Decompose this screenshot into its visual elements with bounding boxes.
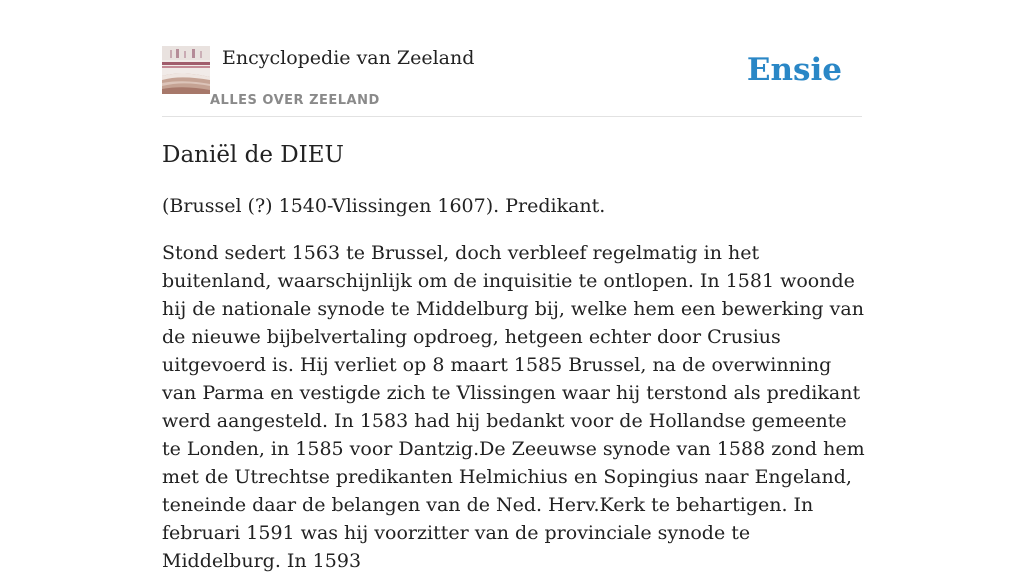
article-body: Stond sedert 1563 te Brussel, doch verbleef regelmatig in het buitenland, waarschijnlijk om de inquisitie te ontlopen. In 1581 woonde hij de nationale synode te Middelburg bij, welke hem een bewerking van de nieuwe bijbelvertaling opdroeg, hetgeen echter door Crusius uitgevoerd is. Hij verliet op 8 maart 1585 Brussel, na de overwinning van Parma en vestigde zich te Vlissingen waar hij terstond als predikant werd aangesteld. In 1583 had hij bedankt voor de Hollandse gemeente te Londen, in 1585 voor Dantzig.De Zeeuwse synode van 1588 zond hem met de Utrechtse predikanten Helmichius en Sopingius naar Engeland, teneinde daar de belangen van de Ned. Herv.Kerk te behartigen. In februari 1591 was hij voorzitter van de provinciale synode te Middelburg. In 1593 bbox=[162, 242, 865, 572]
site-title[interactable]: Encyclopedie van Zeeland bbox=[222, 47, 475, 69]
book-image-icon bbox=[162, 46, 210, 94]
article-summary: (Brussel (?) 1540-Vlissingen 1607). Predikant. bbox=[162, 195, 606, 217]
article bbox=[162, 139, 866, 575]
site-header bbox=[162, 46, 862, 117]
article-title: Daniël de DIEU bbox=[162, 142, 344, 168]
brand-logo[interactable]: Ensie bbox=[746, 52, 842, 88]
site-tagline: ALLES OVER ZEELAND bbox=[210, 93, 380, 108]
site-logo-avatar[interactable] bbox=[162, 46, 210, 94]
